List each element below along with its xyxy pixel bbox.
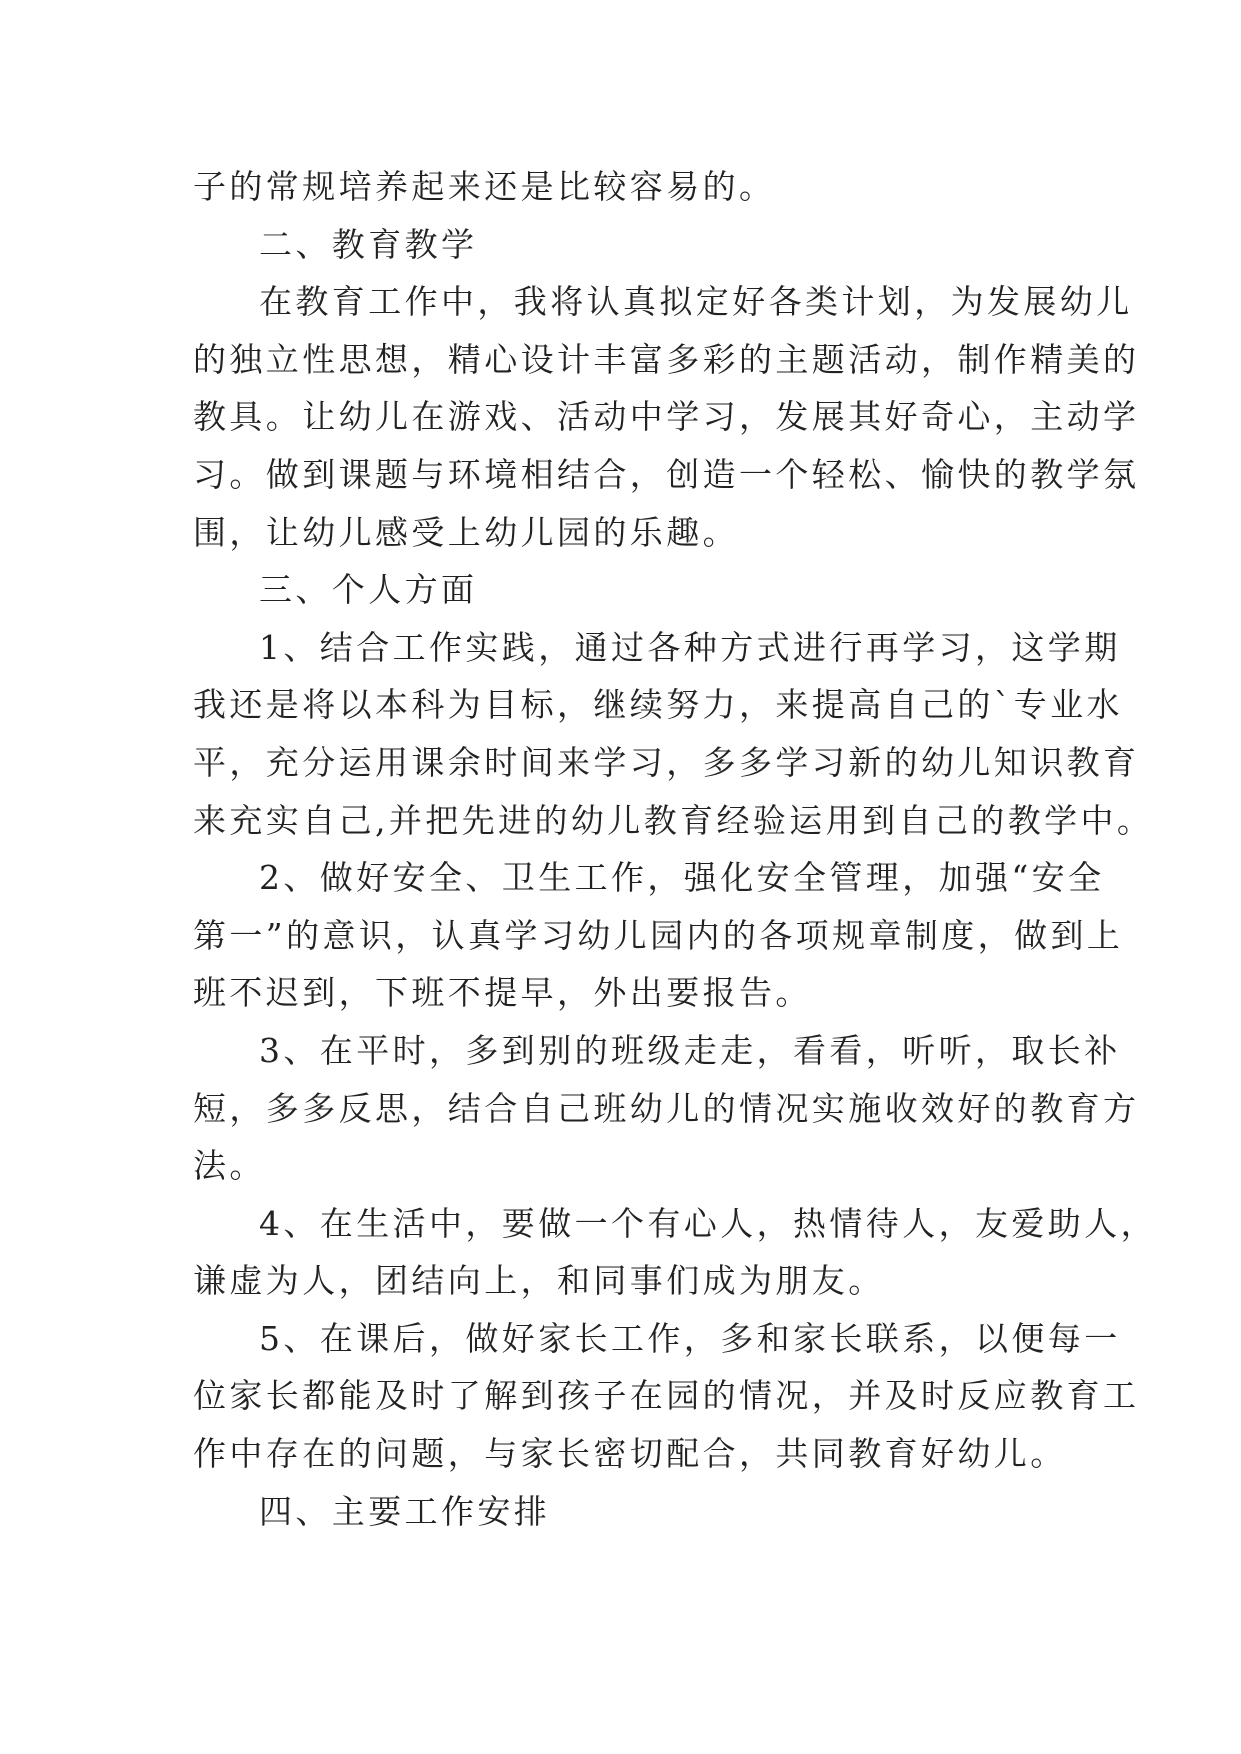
text-line: 1、结合工作实践，通过各种方式进行再学习，这学期 (259, 627, 1121, 667)
text-line: 在教育工作中，我将认真拟定好各类计划，为发展幼儿 (259, 282, 1133, 322)
text-line: 作中存在的问题，与家长密切配合，共同教育好幼儿。 (193, 1434, 1067, 1474)
text-line: 来充实自己,并把先进的幼儿教育经验运用到自己的教学中。 (193, 800, 1154, 840)
text-line: 子的常规培养起来还是比较容易的。 (193, 167, 776, 206)
section-heading: 三、个人方面 (259, 570, 478, 610)
text-line: 习。做到课题与环境相结合，创造一个轻松、愉快的教学氛 (193, 454, 1140, 494)
text-line: 2、做好安全、卫生工作，强化安全管理，加强“安全 (259, 858, 1105, 898)
text-line: 教具。让幼儿在游戏、活动中学习，发展其好奇心，主动学 (193, 397, 1140, 437)
text-line: 班不迟到，下班不提早，外出要报告。 (193, 973, 812, 1013)
text-line: 短，多多反思，结合自己班幼儿的情况实施收效好的教育方 (193, 1088, 1140, 1128)
text-line: 5、在课后，做好家长工作，多和家长联系，以便每一 (259, 1318, 1121, 1358)
text-line: 我还是将以本科为目标，继续努力，来提高自己的`专业水 (193, 685, 1123, 725)
text-line: 平，充分运用课余时间来学习，多多学习新的幼儿知识教育 (193, 742, 1140, 782)
text-line: 4、在生活中，要做一个有心人，热情待人，友爱助人， (259, 1203, 1157, 1243)
text-line: 第一”的意识，认真学习幼儿园内的各项规章制度，做到上 (193, 915, 1124, 955)
text-line: 位家长都能及时了解到孩子在园的情况，并及时反应教育工 (193, 1376, 1140, 1416)
section-heading: 四、主要工作安排 (259, 1491, 551, 1531)
text-line: 的独立性思想，精心设计丰富多彩的主题活动，制作精美的 (193, 339, 1140, 379)
text-line: 3、在平时，多到别的班级走走，看看，听听，取长补 (259, 1030, 1121, 1070)
section-heading: 二、教育教学 (259, 224, 478, 264)
text-line: 法。 (193, 1146, 266, 1186)
text-line: 谦虚为人，团结向上，和同事们成为朋友。 (193, 1261, 885, 1301)
body-text (193, 158, 1157, 1540)
text-line: 围，让幼儿感受上幼儿园的乐趣。 (193, 512, 739, 552)
